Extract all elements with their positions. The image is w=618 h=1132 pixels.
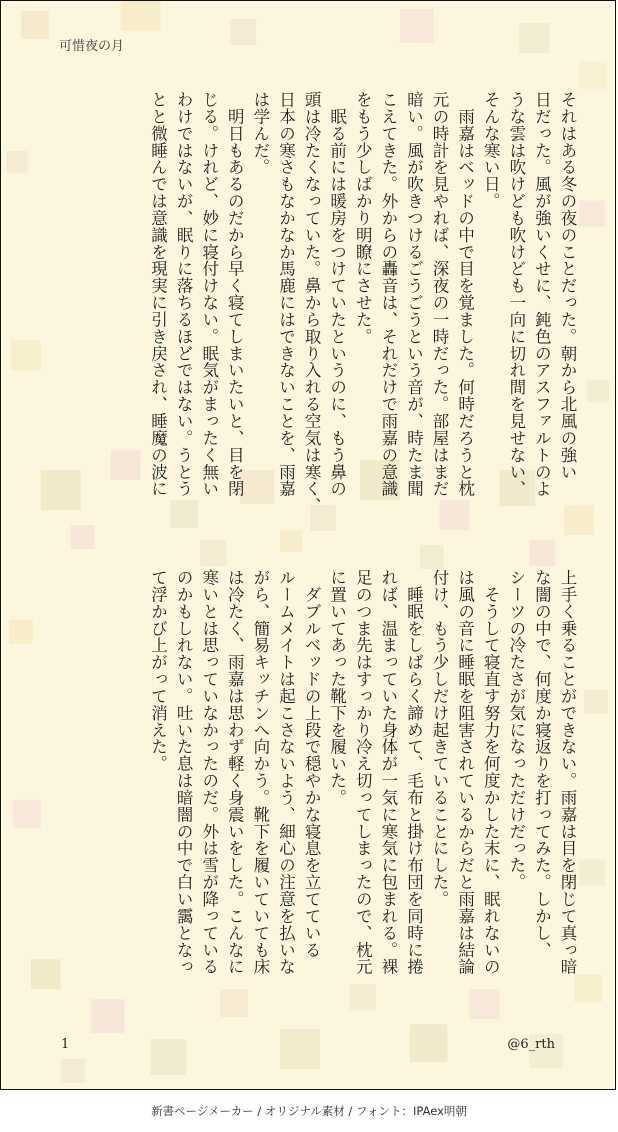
credit-line: 新書ページメーカー / オリジナル素材 / フォント：IPAex明朝: [151, 1104, 467, 1118]
page-number: 1: [61, 1037, 70, 1052]
page-header-title: 可惜夜の月: [59, 39, 125, 54]
body-text-block-upper: それはある冬の夜のことだった。朝から北風の強い 日だった。風が強いくせに、鈍色のアスファルトのよ うな雲は吹けども吹けども一向に切れ間を見せない、 そんな寒い日。 雨嘉はベッドの中で目を覚ました。何時だろうと枕 元の時計を見やれば、深夜の一時だった。部屋はまだ 暗い。風が吹きつけるごうごうという音が、時たま聞 こえてきた。外からの轟音は、それだけで雨嘉の意識 をもう少しばかり明瞭にさせた。 眠る前には暖房をつけていたというのに、もう鼻の 頭は冷たくなっていた。鼻から取り入れる空気は寒く、 日本の寒さもなかなか馬鹿にはできないことを、雨嘉 は学んだ。 明日もあるのだから早く寝てしまいたいと、目を閉 じる。けれど、妙に寝付けない。眠気がまったく無い わけではないが、眠りに落ちるほどではない。うとう とと微睡んでは意識を現実に引き戻され、睡魔の波に: [148, 91, 577, 514]
author-handle: @6_rth: [507, 1037, 555, 1052]
body-text-block-lower: 上手く乗ることができない。雨嘉は目を閉じて真っ暗 な闇の中で、何度か寝返りを打ってみた。しかし、 シーツの冷たさが気になっただけだった。 そうして寝直す努力を何度かした末に、眠れないの は風の音に睡眠を阻害されているからだと雨嘉は結論 付け、もう少しだけ起きていることにした。 睡眠をしばらく諦めて、毛布と掛け布団を同時に捲 れば、温まっていた身体が一気に寒気に包まれる。裸 足のつま先はすっかり冷え切ってしまったので、枕元 に置いてあった靴下を履いた。 ダブルベッドの上段で穏やかな寝息を立てている ルームメイトは起こさないよう、細心の注意を払いな がら、簡易キッチンへ向かう。靴下を履いていても床 は冷たく、雨嘉は思わず軽く身震いをした。こんなに 寒いとは思っていなかったのだ。外は雪が降っている のかもしれない。吐いた息は暗闇の中で白い靄となっ て浮かび上がって消えた。: [148, 569, 577, 976]
